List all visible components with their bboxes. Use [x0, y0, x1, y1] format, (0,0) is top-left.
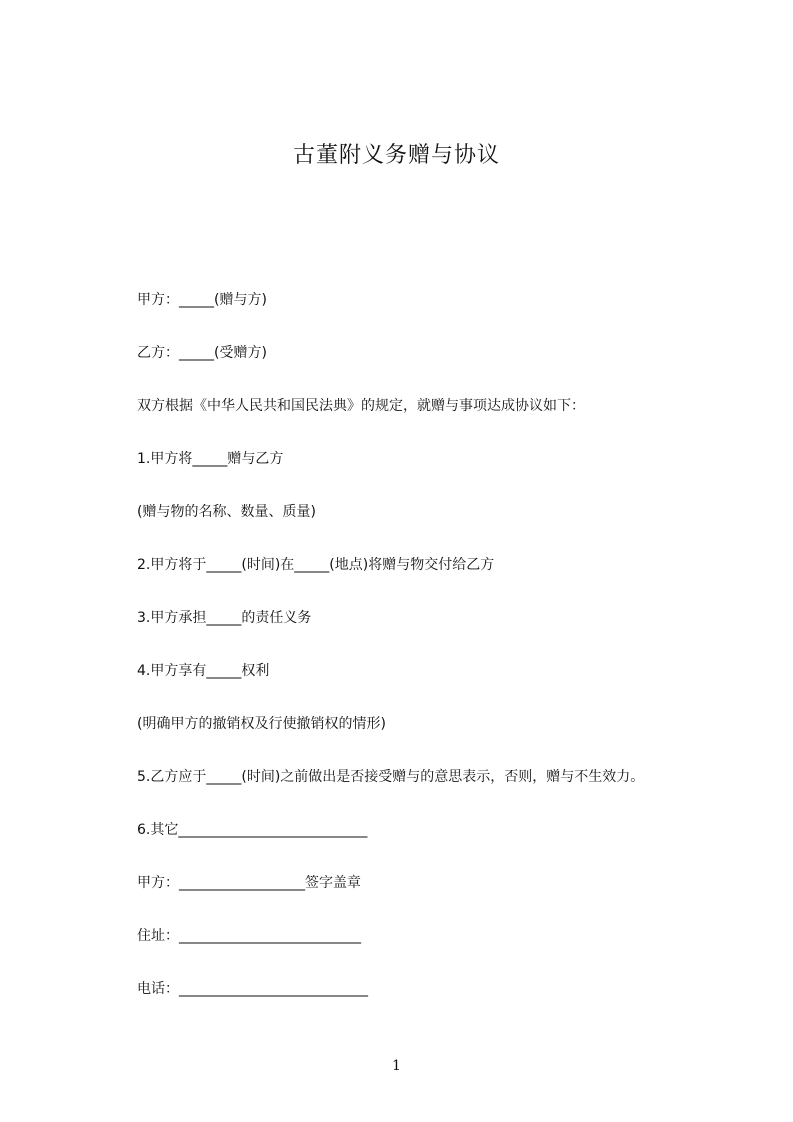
preamble-line: 双方根据《中华人民共和国民法典》的规定，就赠与事项达成协议如下： [137, 398, 585, 414]
address-line: 住址：__________________________ [137, 928, 361, 944]
party-b-line: 乙方：_____(受赠方) [137, 345, 267, 361]
clause-6-line: 6.其它___________________________ [137, 822, 368, 838]
phone-line: 电话：___________________________ [137, 981, 368, 997]
clause-2-line: 2.甲方将于_____(时间)在_____(地点)将赠与物交付给乙方 [137, 557, 495, 573]
clause-1-note: (赠与物的名称、数量、质量) [137, 504, 316, 520]
document-title: 古董附义务赠与协议 [292, 143, 500, 168]
party-a-signature-line: 甲方：__________________签字盖章 [137, 875, 361, 891]
clause-4-line: 4.甲方享有_____权利 [137, 663, 270, 679]
page-number: 1 [392, 1058, 401, 1074]
clause-4-note: (明确甲方的撤销权及行使撤销权的情形) [137, 716, 386, 732]
clause-3-line: 3.甲方承担_____的责任义务 [137, 610, 312, 626]
party-a-line: 甲方：_____(赠与方) [137, 292, 267, 308]
clause-5-line: 5.乙方应于_____(时间)之前做出是否接受赠与的意思表示，否则，赠与不生效力。 [137, 769, 645, 785]
clause-1-line: 1.甲方将_____赠与乙方 [137, 451, 284, 467]
